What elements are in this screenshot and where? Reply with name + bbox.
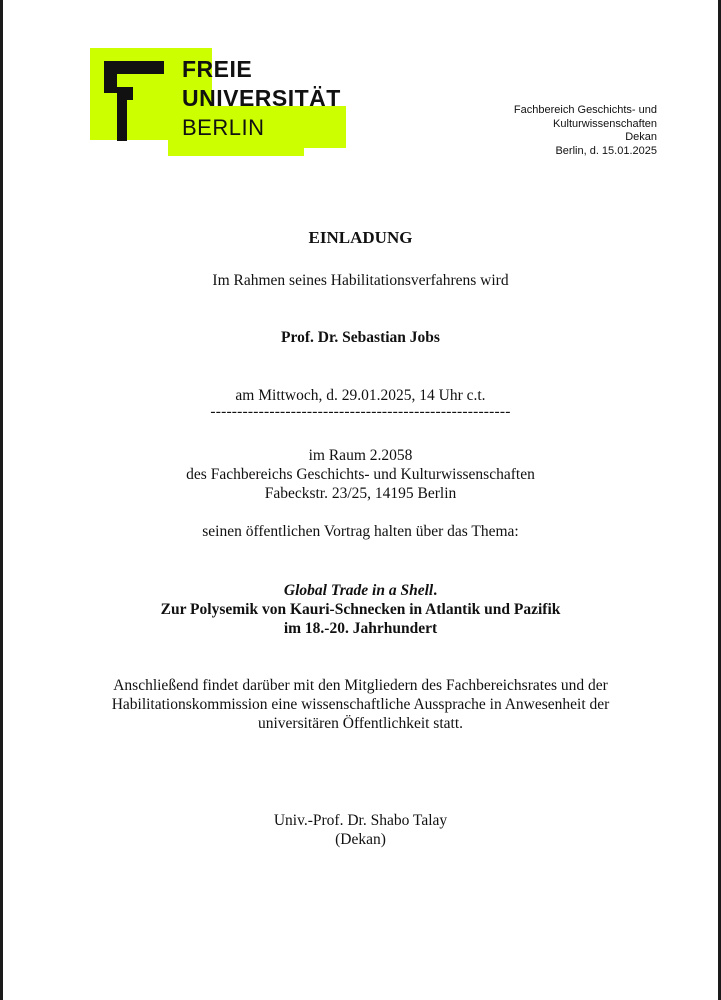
closing-line: Habilitationskommission eine wissenschaftliche Aussprache in Anwesenheit der — [111, 696, 610, 713]
venue-room: im Raum 2.2058 — [308, 447, 413, 464]
signatory-role: (Dekan) — [335, 831, 386, 848]
university-logo — [90, 48, 350, 158]
document-date: Berlin, d. 15.01.2025 — [555, 144, 657, 157]
closing-paragraph — [0, 676, 721, 733]
topic-period-range: im 18.-20. Jahrhundert — [283, 620, 438, 637]
logo-accent-block — [168, 144, 304, 156]
logo-line-3: BERLIN — [182, 115, 265, 140]
topic-line-1 — [0, 581, 721, 600]
logo-f-mark-icon — [104, 61, 164, 141]
closing-line: Anschließend findet darüber mit den Mitgliedern des Fachbereichsrates und der — [113, 677, 608, 694]
venue-department: des Fachbereichs Geschichts- und Kulturwissenschaften — [186, 466, 535, 483]
logo-line-1: FREIE — [182, 56, 253, 82]
signature-block — [0, 811, 721, 849]
closing-line: universitären Öffentlichkeit statt. — [257, 715, 464, 732]
venue-block — [0, 446, 721, 503]
event-date: am Mittwoch, d. 29.01.2025, 14 Uhr c.t. — [235, 387, 486, 404]
topic-lead-text: seinen öffentlichen Vortrag halten über das Thema: — [202, 523, 519, 540]
lecture-topic — [0, 581, 721, 638]
topic-period: . — [433, 582, 438, 599]
topic-subtitle: Zur Polysemik von Kauri-Schnecken in Atlantik und Pazifik — [160, 601, 561, 618]
department-line: Fachbereich Geschichts- und — [513, 104, 657, 116]
department-line: Kulturwissenschaften — [553, 117, 657, 130]
document-title: EINLADUNG — [308, 228, 413, 247]
venue-address: Fabeckstr. 23/25, 14195 Berlin — [264, 485, 457, 502]
department-line: Dekan — [625, 131, 657, 143]
logo-line-2: UNIVERSITÄT — [182, 85, 341, 111]
intro-text: Im Rahmen seines Habilitationsverfahrens wird — [212, 272, 509, 289]
speaker-name: Prof. Dr. Sebastian Jobs — [281, 329, 440, 346]
separator-line: -------------------------------------------------------- — [210, 403, 511, 420]
topic-main-title: Global Trade in a Shell — [283, 582, 434, 599]
signatory-name: Univ.-Prof. Dr. Shabo Talay — [273, 812, 448, 829]
department-header — [397, 104, 657, 158]
